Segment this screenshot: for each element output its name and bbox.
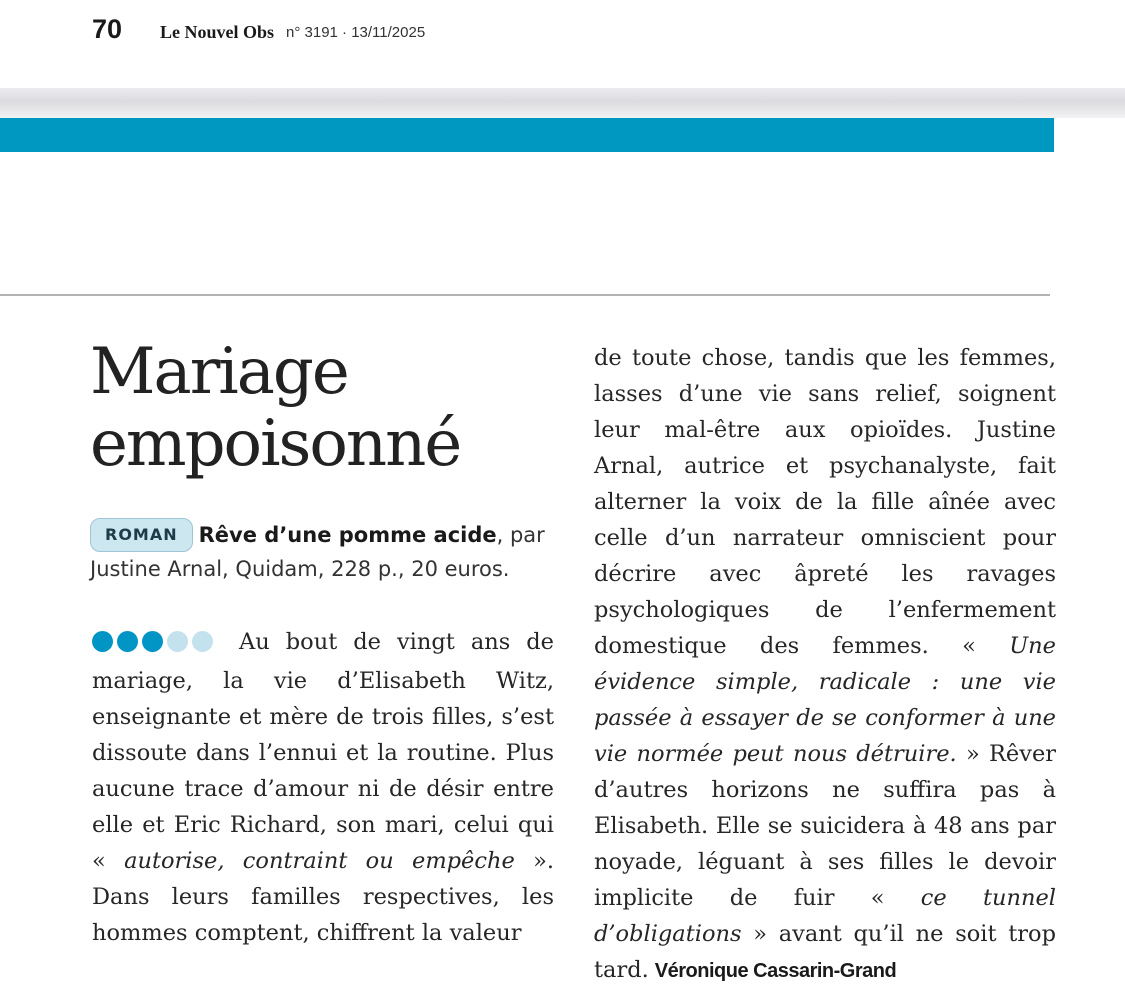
book-reference xyxy=(90,518,560,586)
body-text: ». Dans leurs familles respectives, les hommes comptent, chiffrent la valeur xyxy=(92,848,555,946)
rating-dot-icon xyxy=(167,631,188,652)
page-number: 70 xyxy=(92,14,123,44)
article-body-left xyxy=(92,624,554,951)
issue-info: n° 3191 · 13/11/2025 xyxy=(286,24,426,41)
page-header xyxy=(0,0,1125,88)
body-quote: autorise, contraint ou empêche xyxy=(124,848,515,874)
author-byline: Véronique Cassarin-Grand xyxy=(654,960,897,982)
rating-dot-icon xyxy=(117,631,138,652)
body-text: de toute chose, tandis que les femmes, lasses d’une vie sans relief, soignent leur mal-être aux opioïdes. Justine Arnal, autrice et psychanalyste, fait alterner la voix de la fille aînée avec celle d’un narrateur omniscient pour décrire avec âpreté les ravages psychologiques de l’enfermement domestique des femmes. « xyxy=(594,345,1056,659)
article-body-right xyxy=(594,340,1056,989)
rating-dot-icon xyxy=(142,631,163,652)
body-quote: ce tunnel d’obligations xyxy=(594,885,1056,947)
book-info: , par Justine Arnal, Quidam, 228 p., 20 euros. xyxy=(90,523,545,581)
body-text: Au bout de vingt ans de mariage, la vie d’Elisabeth Witz, enseignante et mère de trois filles, s’est dissoute dans l’ennui et la routine. Plus aucune trace d’amour ni de désir entre elle et Eric Richard, son mari, celui qui « xyxy=(92,629,554,874)
section-divider xyxy=(0,294,1050,296)
book-title: Rêve d’une pomme acide xyxy=(198,523,497,547)
accent-band xyxy=(0,118,1054,152)
body-quote: Une évidence simple, radicale : une vie passée à essayer de se conformer à une vie normée peut nous détruire. xyxy=(594,633,1056,767)
body-text: » avant qu’il ne soit trop tard. xyxy=(594,921,1056,983)
rating-dot-icon xyxy=(92,631,113,652)
body-text: » Rêver d’autres horizons ne suffira pas à Elisabeth. Elle se suicidera à 48 ans par noyade, léguant à ses filles le devoir implicite de fuir « xyxy=(594,741,1057,911)
category-badge: ROMAN xyxy=(90,518,193,552)
rating-indicator xyxy=(92,627,217,663)
article-title-line1: Mariage xyxy=(90,335,348,409)
article-title xyxy=(90,336,560,480)
page-edge-shadow xyxy=(0,88,1125,118)
article-title-line2: empoisonné xyxy=(90,407,461,481)
publication-name: Le Nouvel Obs xyxy=(160,22,275,42)
rating-dot-icon xyxy=(192,631,213,652)
